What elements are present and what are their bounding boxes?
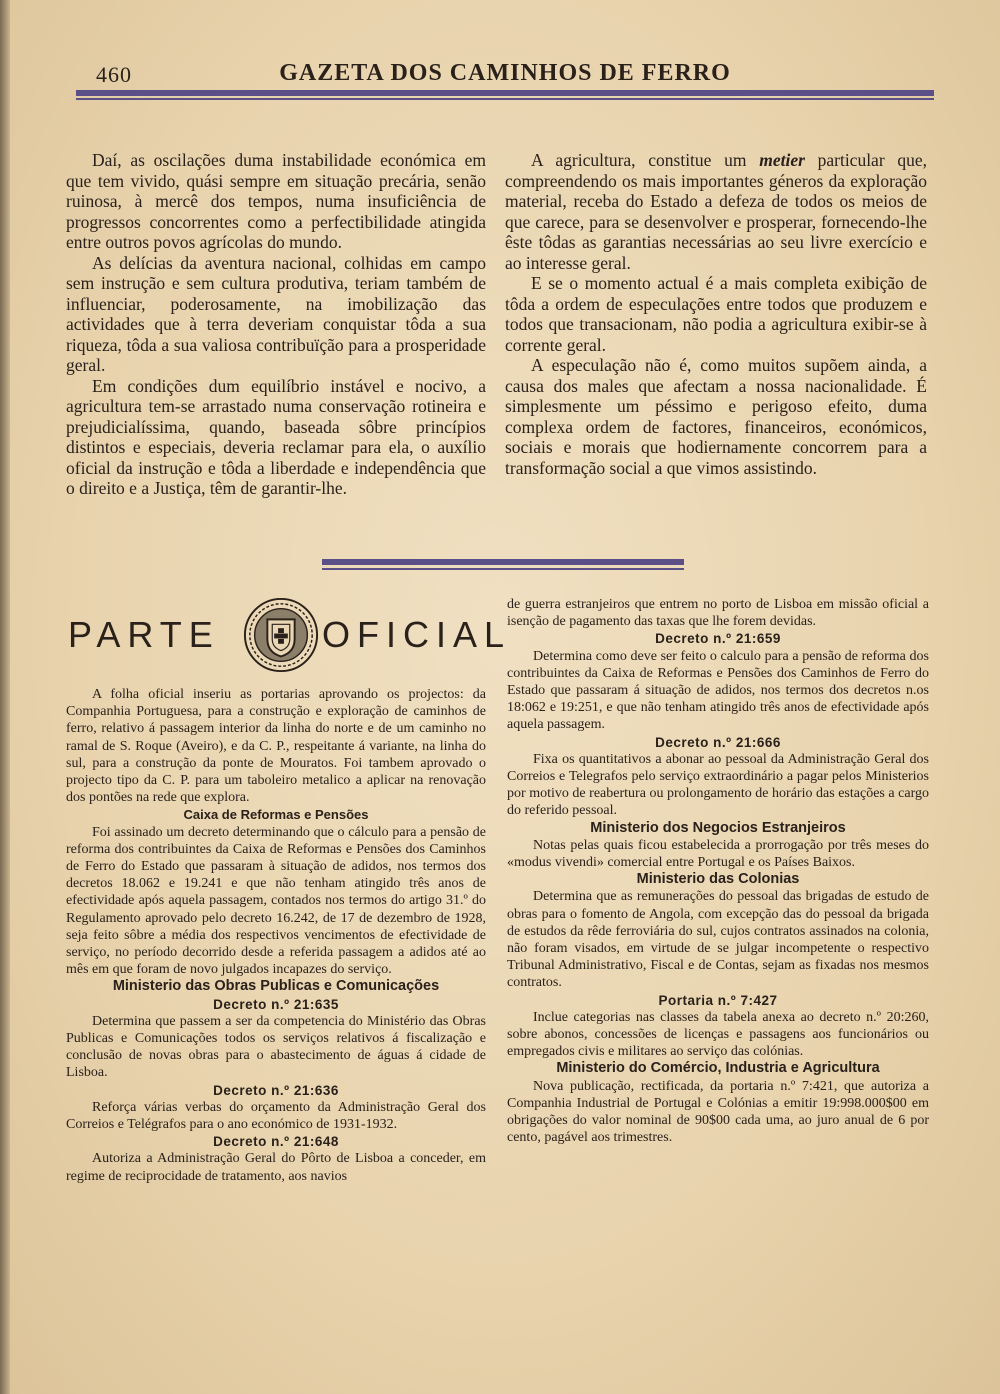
paragraph: Determina que as remunerações do pessoal das brigadas de estudo de obras para o fomento de Angola, com excepção das do pessoal da brigada de estudos da rêde ferroviária do sul, cujos contratos assinados na colonia, não foram visados, em virtude de se julgar incompetente o respectivo Tribunal Administrativo, Fiscal e de Contas, sejam as fixadas nos mesmos contratos. [507,889,929,991]
running-title: GAZETA DOS CAMINHOS DE FERRO [279,60,731,86]
paragraph: A folha oficial inseriu as portarias aprovando os projectos: da Companhia Portuguesa, para a construção e exploração de caminhos de ferro, relativo á passagem interior da linha do norte e de um caminho no ramal de S. Roque (Aveiro), e da C. P., respeitante á variante, na linha do sul, para a construção da ponte de Mouratos. Foi tambem aprovado o projecto tipo da C. P. para um taboleiro metalico a aplicar na renovação dos pontões na rede que explora. [66,687,486,806]
decree-heading: Decreto n.º 21:636 [213,1082,339,1098]
paragraph: de guerra estranjeiros que entrem no porto de Lisboa em missão oficial a isenção de pagamento das taxas que lhe forem devidas. [507,597,929,630]
page-header [76,58,934,98]
paragraph: Daí, as oscilações duma instabilidade económica em que tem vivido, quási sempre em situação precária, senão ruinosa, à mercê dos tempos, numa insuficiência de progressos concorrentes como a perfectibilidade atingida entre outros povos agrícolas do mundo. [66,150,486,252]
ministry-heading: Ministerio dos Negocios Estranjeiros [590,819,846,836]
paragraph: Determina como deve ser feito o calculo para a pensão de reforma dos contribuintes da Caixa de Reformas e Pensões dos Caminhos de Ferro do Estado que passaram á situação de adidos, nos termos dos decretos n.os 18:062 e 19:251, e que não tenham atingido três anos de efectividade após aquela passagem. [507,648,929,733]
emphasis: metier [759,150,805,170]
paragraph: Autoriza a Administração Geral do Pôrto de Lisboa a conceder, em regime de reciprocidade de tratamento, aos navios [66,1151,486,1184]
paragraph: As delícias da aventura nacional, colhidas em campo sem instrução e sem cultura produtiva, teriam também de influenciar, poderosamente, na imobilização das actividades que à terra deveriam conquistar tôda a sua riqueza, tôda a sua valiosa contribuïção para a prosperidade geral. [66,252,486,375]
section-divider [322,559,684,565]
decree-heading: Decreto n.º 21:648 [213,1134,339,1150]
paragraph: Fixa os quantitativos a abonar ao pessoal da Administração Geral dos Correios e Telegrafos pelo serviço extraordinário a pagar pelos Ministerios por motivo de reabertura ou prolongamento de horário das estações a cargo do referido pessoal. [507,751,929,819]
text-span: particular que, compreendendo os mais importantes géneros da exploração material, receba do Estado a defeza de todos os meios de que carece, para se desenvolver e prosperar, fornecendo-lhe êste tôdas as garantias necessárias ao seu livre exercício e ao interesse geral. [505,150,928,273]
portuguese-coat-of-arms-icon [242,596,320,674]
header-rule-thin [76,98,934,100]
official-column-left [66,686,486,1185]
decree-heading: Decreto n.º 21:666 [655,734,781,750]
decree-heading: Decreto n.º 21:635 [213,996,339,1012]
paragraph: Nova publicação, rectificada, da portaria n.º 7:421, que autoriza a Companhia Industrial de Portugal e Colónias a emitir 19:998.000$00 em obrigações do valor nominal de 90$00 cada uma, ao juro anual de 6 por cento, pagável aos trimestres. [507,1078,929,1146]
section-title-right: OFICIAL [322,614,512,655]
section-title-left: PARTE [68,614,220,655]
article-column-right [505,150,927,478]
decree-heading: Decreto n.º 21:659 [655,631,781,647]
paragraph: Notas pelas quais ficou estabelecida a prorrogação por três meses do «modus vivendi» comercial entre Portugal e os Países Baixos. [507,837,929,871]
paragraph: E se o momento actual é a mais completa exibição de tôda a ordem de especulações entre todos que produzem e todos que transacionam, não podia a agricultura exibir-se à corrente geral. [505,273,927,355]
text-span: A agricultura, constitue um [531,150,760,170]
ministry-heading: Ministerio das Colonias [636,871,800,888]
section-divider-thin [322,568,684,570]
paragraph: A especulação não é, como muitos supõem ainda, a causa dos males que afectam a nossa nacionalidade. É simplesmente um péssimo e perigoso efeito, duma complexa ordem de factores, financeiros, económicos, sociais e morais que hodiernamente concorrem para a transformação social a que vimos assistindo. [505,355,927,478]
article-column-left [66,150,486,499]
paragraph: Em condições dum equilíbrio instável e nocivo, a agricultura tem-se arrastado numa conservação rotineira e prejudicialíssima, quando, baseada sôbre princípios distintos e especiais, deveria reclamar para ela, o auxílio oficial da instrução e tôda a liberdade e independência que o direito e a Justiça, têm de garantir-lhe. [66,375,486,498]
paragraph: Inclue categorias nas classes da tabela anexa ao decreto n.º 20:260, sobre abonos, concessões de licenças e passagens aos funcionários ou empregados civis e militares ao serviço das colónias. [507,1009,929,1060]
paragraph: Foi assinado um decreto determinando que o cálculo para a pensão de reforma dos contribuintes da Caixa de Reformas e Pensões dos Caminhos de Ferro do Estado que passaram à situação de adidos, nos termos dos decretos 18.062 e 19.241 e que não tenham atingido três anos de efectividade após aquela passagem, contados nos termos do artigo 31.º do Regulamento aprovado pelo decreto 16.242, de 17 de dezembro de 1928, seja feito sôbre a média dos respectivos vencimentos de efectividade de serviço, no período decorrido desde a referida passagem a adidos até ao mês em que foram de novo julgados incapazes do serviço. [66,824,486,978]
ministry-heading: Ministerio do Comércio, Industria e Agricultura [556,1060,880,1077]
page-binding-edge [0,0,10,1394]
paragraph: Reforça várias verbas do orçamento da Administração Geral dos Correios e Telégrafos para o ano económico de 1931-1932. [66,1099,486,1133]
page-number: 460 [96,62,132,87]
paragraph: Determina que passem a ser da competencia do Ministério das Obras Publicas e Comunicações todos os serviços relativos á fiscalização e conclusão de novas obras para o abastecimento de águas á cidade de Lisboa. [66,1013,486,1081]
header-rule [76,90,934,96]
section-title [64,614,512,664]
paragraph [505,150,927,273]
official-column-right [507,596,929,1147]
subheading: Caixa de Reformas e Pensões [183,807,369,823]
decree-heading: Portaria n.º 7:427 [658,992,778,1008]
ministry-heading: Ministerio das Obras Publicas e Comunicações [112,978,440,995]
